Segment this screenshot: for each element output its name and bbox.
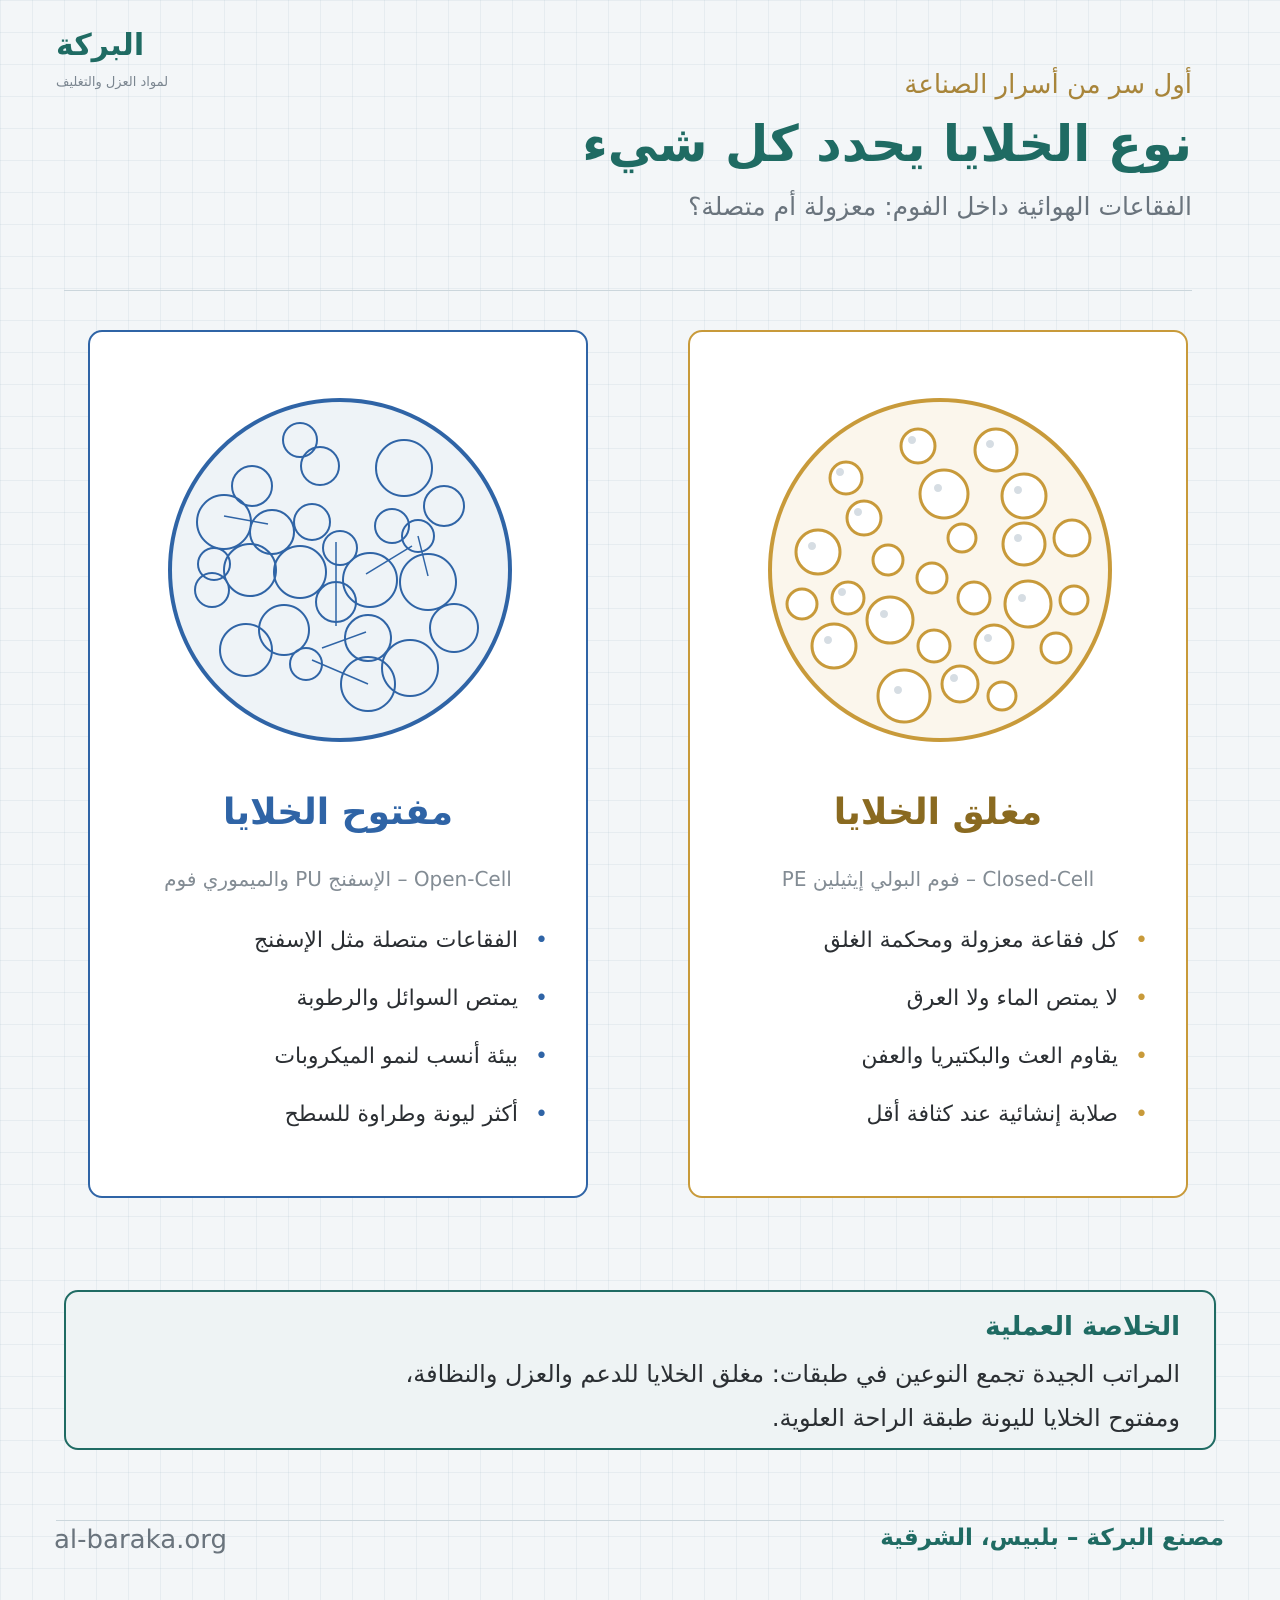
summary-title: الخلاصة العملية <box>985 1312 1180 1342</box>
list-item: • يمتص السوائل والرطوبة <box>120 970 556 1028</box>
list-item: • كل فقاعة معزولة ومحكمة الغلق <box>720 912 1156 970</box>
bullet-icon: • <box>535 986 548 1011</box>
list-item: • أكثر ليونة وطراوة للسطح <box>120 1086 556 1144</box>
summary-text <box>100 1352 1180 1440</box>
closed-cell-card <box>688 330 1188 1198</box>
bullet-icon: • <box>1135 986 1148 1011</box>
bullet-icon: • <box>1135 1102 1148 1127</box>
list-item: • يقاوم العث والبكتيريا والعفن <box>720 1028 1156 1086</box>
list-item: • لا يمتص الماء ولا العرق <box>720 970 1156 1028</box>
open-cell-foam-icon <box>164 394 516 746</box>
bullet-icon: • <box>535 1102 548 1127</box>
open-cell-title: مفتوح الخلايا <box>222 792 454 833</box>
closed-cell-foam-icon <box>764 394 1116 746</box>
header-divider <box>64 290 1192 291</box>
eyebrow-text: أول سر من أسرار الصناعة <box>904 70 1192 100</box>
bullet-icon: • <box>535 928 548 953</box>
bullet-icon: • <box>1135 1044 1148 1069</box>
brand-block <box>56 28 256 90</box>
footer-divider <box>56 1520 1224 1521</box>
page-header <box>392 70 1192 221</box>
open-cell-features <box>120 912 556 1144</box>
footer-website-link[interactable]: al-baraka.org <box>54 1525 228 1555</box>
open-cell-subtitle: Open-Cell – الإسفنج PU والميموري فوم <box>164 867 512 891</box>
list-item: • الفقاعات متصلة مثل الإسفنج <box>120 912 556 970</box>
brand-logo-text: البركة <box>56 28 145 63</box>
summary-line: ومفتوح الخلايا لليونة طبقة الراحة العلوية. <box>771 1404 1180 1432</box>
list-item: • صلابة إنشائية عند كثافة أقل <box>720 1086 1156 1144</box>
open-cell-card <box>88 330 588 1198</box>
bullet-icon: • <box>535 1044 548 1069</box>
footer-location: مصنع البركة – بلبيس، الشرقية <box>880 1525 1224 1551</box>
summary-line: المراتب الجيدة تجمع النوعين في طبقات: مغلق الخلايا للدعم والعزل والنظافة، <box>405 1360 1180 1388</box>
bullet-icon: • <box>1135 928 1148 953</box>
brand-tagline: لمواد العزل والتغليف <box>56 75 169 90</box>
list-item: • بيئة أنسب لنمو الميكروبات <box>120 1028 556 1086</box>
closed-cell-features <box>720 912 1156 1144</box>
closed-cell-title: مغلق الخلايا <box>833 792 1043 833</box>
page-title: نوع الخلايا يحدد كل شيء <box>582 115 1192 173</box>
page-subtitle: الفقاعات الهوائية داخل الفوم: معزولة أم متصلة؟ <box>688 191 1192 221</box>
summary-box <box>64 1290 1216 1450</box>
closed-cell-subtitle: Closed-Cell – فوم البولي إيثيلين PE <box>781 867 1095 891</box>
